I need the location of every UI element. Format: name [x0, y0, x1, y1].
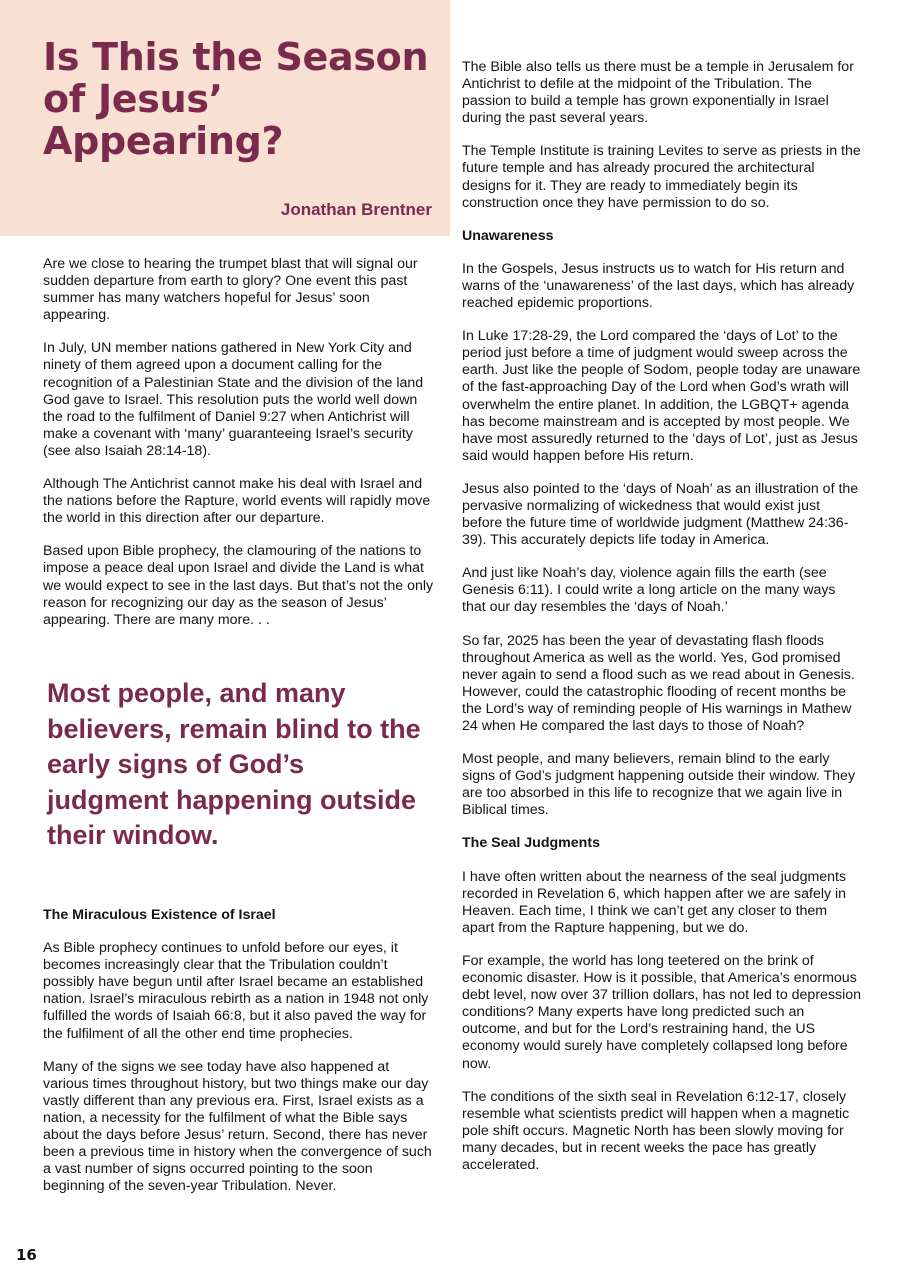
title-block [0, 0, 450, 236]
paragraph: In the Gospels, Jesus instructs us to watch for His return and warns of the ‘unawareness’ of the last days, which has already reached epidemic proportions. [462, 260, 855, 312]
paragraph: Jesus also pointed to the ‘days of Noah’ as an illustration of the pervasive normalizing of wickedness that would exist just before the future time of worldwide judgment (Matthew 24:36-39). This accurately depicts life today in America. [462, 480, 859, 549]
paragraph: For example, the world has long teetered on the brink of economic disaster. How is it possible, that America’s enormous debt level, now over 37 trillion dollars, has not led to depression conditions? Many experts have long predicted such an outcome, and but for the Lord’s restraining hand, the US economy would surely have completely collapsed long before now. [462, 952, 862, 1072]
left-column-intro [43, 256, 438, 645]
paragraph: I have often written about the nearness of the seal judgments recorded in Revelation 6, which happen after we are safely in Heaven. Each time, I think we can’t get any closer to them apart from the Rapture happening, but we do. [462, 868, 847, 936]
paragraph: The conditions of the sixth seal in Revelation 6:12-17, closely resemble what scientists predict will happen when a magnetic pole shift occurs. Magnetic North has been slowly moving for many decades, but in recent weeks the pace has greatly accelerated. [462, 1088, 850, 1173]
left-column-israel-section [43, 907, 438, 1211]
paragraph: Although The Antichrist cannot make his deal with Israel and the nations before the Rapture, world events will rapidly move the world in this direction after our departure. [43, 476, 431, 527]
paragraph: In Luke 17:28-29, the Lord compared the ‘days of Lot’ to the period just before a time of judgment would sweep across the earth. Just like the people of Sodom, people today are unaware of the fast-approaching Day of the Lord when God’s wrath will overwhelm the entire planet. In addition, the LGBQT+ agenda has become mainstream and is accepted by most people. We have most assuredly returned to the ‘days of Lot’, just as Jesus said would happen before His return. [462, 328, 861, 464]
paragraph: Most people, and many believers, remain blind to the early signs of God’s judgment happening outside their window. They are too absorbed in this life to recognize that we again live in Biblical times. [462, 751, 856, 819]
section-heading: The Miraculous Existence of Israel [43, 907, 276, 923]
paragraph: The Bible also tells us there must be a temple in Jerusalem for Antichrist to defile at the midpoint of the Tribulation. The passion to build a temple has grown exponentially in Israel during the past several years. [462, 59, 854, 127]
pull-quote: Most people, and many believers, remain blind to the early signs of God’s judgment happening outside their window. [47, 678, 421, 850]
paragraph: Are we close to hearing the trumpet blast that will signal our sudden departure from earth to glory? One event this past summer has many watchers hopeful for Jesus’ soon appearing. [43, 256, 418, 324]
right-column [462, 59, 862, 1190]
page-number: 16 [16, 1246, 37, 1264]
article-title: Is This the Season of Jesus’ Appearing? [43, 35, 429, 163]
paragraph: Based upon Bible prophecy, the clamouring of the nations to impose a peace deal upon Israel and divide the Land is what we would expect to see in the last days. But that’s not the only reason for recognizing our day as the season of Jesus’ appearing. There are many more. . . [43, 543, 434, 628]
paragraph: In July, UN member nations gathered in New York City and ninety of them agreed upon a document calling for the recognition of a Palestinian State and the division of the land God gave to Israel. This resolution puts the world well down the road to the fulfilment of Daniel 9:27 when Antichrist will make a covenant with ‘many’ guaranteeing Israel’s security (see also Isaiah 28:14-18). [43, 340, 424, 459]
paragraph: So far, 2025 has been the year of devastating flash floods throughout America as well as the world. Yes, God promised never again to send a flood such as we read about in Genesis. However, could the catastrophic flooding of recent months be the Lord’s way of reminding people of His warnings in Mathew 24 when He compared the last days to those of Noah? [462, 632, 855, 734]
paragraph: And just like Noah’s day, violence again fills the earth (see Genesis 6:11). I could write a long article on the many ways that our day resembles the ‘days of Noah.’ [462, 565, 836, 616]
article-author: Jonathan Brentner [280, 200, 432, 219]
paragraph: As Bible prophecy continues to unfold before our eyes, it becomes increasingly clear that the Tribulation couldn’t possibly have begun until after Israel became an established nation. Israel’s miraculous rebirth as a nation in 1948 not only fulfilled the words of Isaiah 66:8, but it also paved the way for the fulfilment of all the other end time prophecies. [43, 940, 429, 1042]
paragraph: Many of the signs we see today have also happened at various times throughout history, but two things make our day vastly different than any previous era. First, Israel exists as a nation, a necessity for the fulfilment of what the Bible says about the days before Jesus’ return. Second, there has never been a previous time in history when the convergence of such a vast number of signs occurred pointing to the soon beginning of the seven-year Tribulation. Never. [43, 1058, 432, 1195]
section-heading: Unawareness [462, 227, 554, 244]
section-heading: The Seal Judgments [462, 835, 600, 852]
paragraph: The Temple Institute is training Levites to serve as priests in the future temple and has already procured the architectural designs for it. They are ready to immediately begin its construction once they have permission to do so. [462, 143, 861, 211]
